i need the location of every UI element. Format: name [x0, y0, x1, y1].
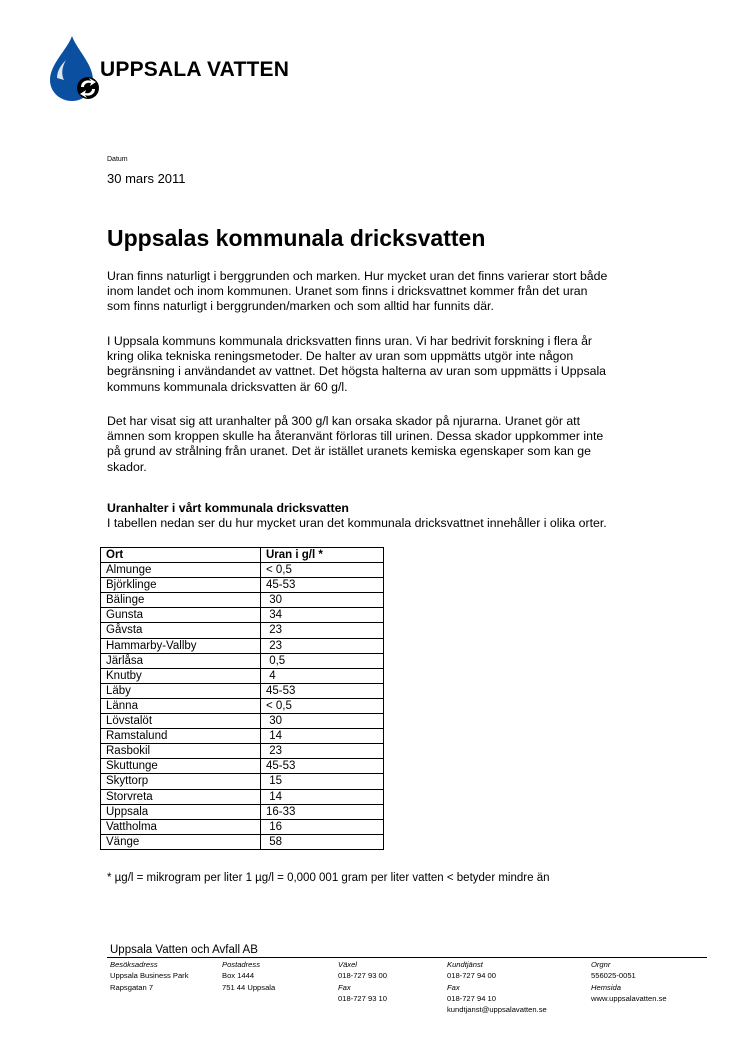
- table-row: [101, 668, 384, 683]
- paragraph-1: Uran finns naturligt i berggrunden och marken. Hur mycket uran det finns varierar stort både inom landet och inom kommunen. Uranet som finns i dricksvattnet kommer från det uran som finns naturligt i berggrunden/marken och som alltid har funnits där.: [107, 269, 608, 314]
- table-row: [101, 563, 384, 578]
- footer-col-visit: Besöksadress Uppsala Business Park Rapsgatan 7: [110, 960, 189, 992]
- table-header-row: [101, 548, 384, 563]
- table-row: [101, 714, 384, 729]
- cell-ort: Skuttunge: [101, 759, 261, 774]
- footer-company: Uppsala Vatten och Avfall AB: [110, 944, 258, 956]
- footer-col-switchboard: Växel 018-727 93 00 Fax 018-727 93 10: [338, 960, 387, 1003]
- table-row: [101, 729, 384, 744]
- footer-email-link[interactable]: kundtjanst@uppsalavatten.se: [447, 1005, 547, 1015]
- table-row: [101, 653, 384, 668]
- cell-ort: Knutby: [101, 668, 261, 683]
- cell-uran: 45-53: [261, 578, 384, 593]
- cell-ort: Bälinge: [101, 593, 261, 608]
- cell-ort: Björklinge: [101, 578, 261, 593]
- table-row: [101, 608, 384, 623]
- table-row: [101, 698, 384, 713]
- cell-uran: 0,5: [261, 653, 384, 668]
- cell-ort: Gåvsta: [101, 623, 261, 638]
- paragraph-2: I Uppsala kommuns kommunala dricksvatten finns uran. Vi har bedrivit forskning i flera år kring olika tekniska reningsmetoder. De halter av uran som uppmätts utgör inte någon begränsning i användandet av vattnet. Det högsta halterna av uran som uppmätts i Uppsala kommuns kommunala dricksvatten är 60 g/l.: [107, 334, 607, 394]
- paragraph-3: Det har visat sig att uranhalter på 300 g/l kan orsaka skador på njurarna. Uranet gör att ämnen som kroppen skulle ha återanvänt förloras till urinen. Dessa skador uppkommer inte på grund av strålning från uranet. Det är istället uranets kemiska egenskaper som kan ge skador.: [107, 414, 604, 474]
- cell-uran: 16-33: [261, 804, 384, 819]
- cell-ort: Läby: [101, 683, 261, 698]
- footer-col-org: Orgnr 556025-0051 Hemsida www.uppsalavatten.se: [591, 960, 667, 1003]
- cell-uran: 14: [261, 789, 384, 804]
- table-row: [101, 683, 384, 698]
- table-row: [101, 593, 384, 608]
- cell-uran: 45-53: [261, 683, 384, 698]
- table-row: [101, 578, 384, 593]
- cell-ort: Järlåsa: [101, 653, 261, 668]
- section-intro: I tabellen nedan ser du hur mycket uran det kommunala dricksvattnet innehåller i olika orter.: [107, 516, 607, 530]
- cell-uran: 34: [261, 608, 384, 623]
- cell-uran: < 0,5: [261, 698, 384, 713]
- document-title: Uppsalas kommunala dricksvatten: [107, 225, 486, 251]
- table-row: [101, 834, 384, 849]
- table-row: [101, 789, 384, 804]
- section-heading: Uranhalter i vårt kommunala dricksvatten: [107, 501, 349, 515]
- cell-uran: < 0,5: [261, 563, 384, 578]
- header-uran: Uran i g/l *: [261, 548, 384, 563]
- cell-ort: Vänge: [101, 834, 261, 849]
- date-value: 30 mars 2011: [107, 171, 186, 186]
- cell-ort: Ramstalund: [101, 729, 261, 744]
- footer-website-link[interactable]: www.uppsalavatten.se: [591, 993, 667, 1003]
- cell-ort: Vattholma: [101, 819, 261, 834]
- uppsala-vatten-logo: [48, 34, 308, 104]
- date-label: Datum: [107, 156, 128, 163]
- cell-uran: 15: [261, 774, 384, 789]
- table-row: [101, 804, 384, 819]
- cell-ort: Rasbokil: [101, 744, 261, 759]
- table-row: [101, 744, 384, 759]
- cell-uran: 23: [261, 623, 384, 638]
- footer-col-customer-service: Kundtjänst 018-727 94 00 Fax 018-727 94 10 kundtjanst@uppsalavatten.se: [447, 960, 547, 1015]
- cell-uran: 30: [261, 593, 384, 608]
- table-row: [101, 774, 384, 789]
- cell-uran: 45-53: [261, 759, 384, 774]
- cell-ort: Lövstalöt: [101, 714, 261, 729]
- cell-uran: 58: [261, 834, 384, 849]
- cell-uran: 30: [261, 714, 384, 729]
- water-drop-icon: [48, 34, 108, 104]
- cell-ort: Uppsala: [101, 804, 261, 819]
- logo-wordmark: UPPSALA VATTEN: [100, 58, 290, 81]
- cell-uran: 23: [261, 638, 384, 653]
- cell-uran: 14: [261, 729, 384, 744]
- table-row: [101, 638, 384, 653]
- cell-ort: Gunsta: [101, 608, 261, 623]
- footer-divider: [107, 957, 707, 958]
- header-ort: Ort: [101, 548, 261, 563]
- cell-ort: Hammarby-Vallby: [101, 638, 261, 653]
- cell-ort: Länna: [101, 698, 261, 713]
- cell-ort: Storvreta: [101, 789, 261, 804]
- cell-ort: Almunge: [101, 563, 261, 578]
- cell-uran: 4: [261, 668, 384, 683]
- cell-ort: Skyttorp: [101, 774, 261, 789]
- footer-col-post: Postadress Box 1444 751 44 Uppsala: [222, 960, 276, 992]
- cell-uran: 23: [261, 744, 384, 759]
- table-row: [101, 759, 384, 774]
- table-row: [101, 819, 384, 834]
- uranium-table: [100, 547, 384, 850]
- table-row: [101, 623, 384, 638]
- footnote: * µg/l = mikrogram per liter 1 µg/l = 0,000 001 gram per liter vatten < betyder mindre än: [107, 872, 550, 884]
- cell-uran: 16: [261, 819, 384, 834]
